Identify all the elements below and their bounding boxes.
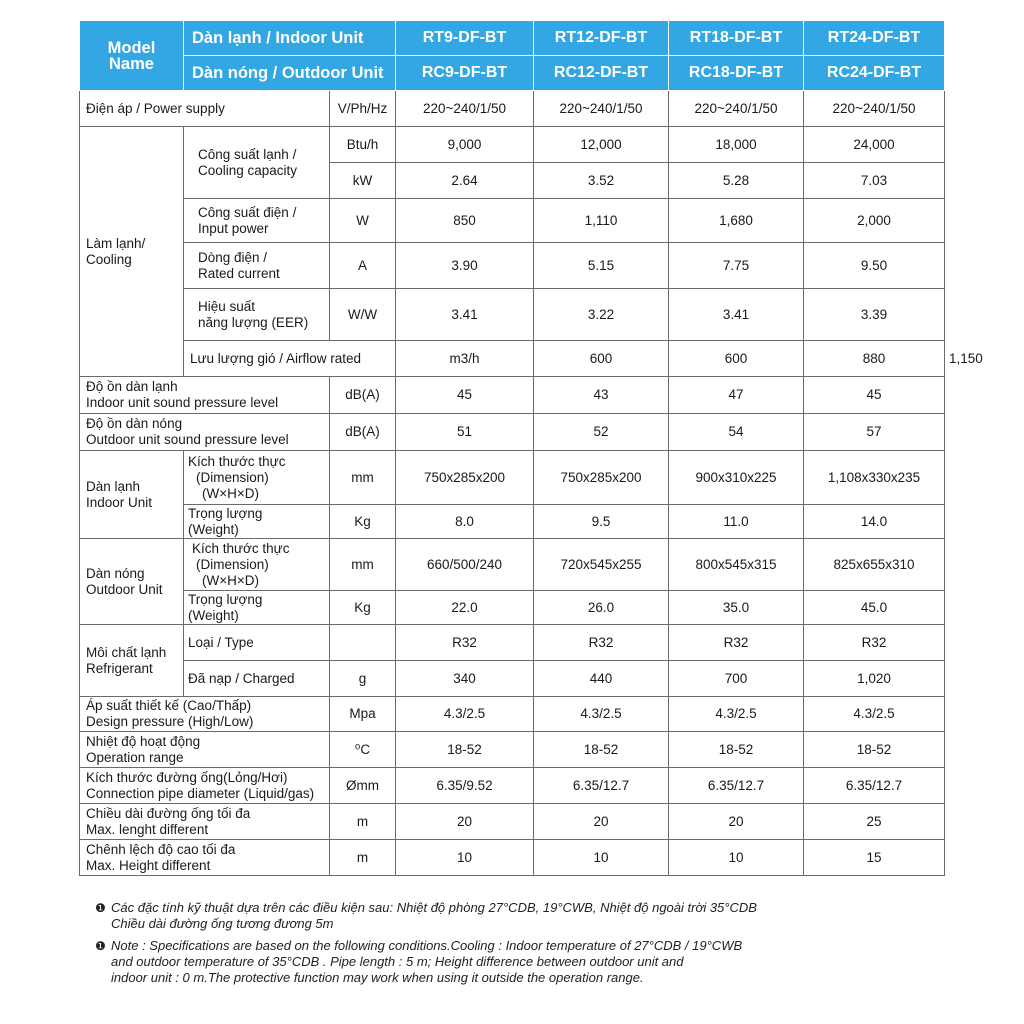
- value-cell: 18-52: [534, 732, 669, 768]
- value-cell: 4.3/2.5: [534, 697, 669, 732]
- table-row: [80, 243, 945, 289]
- table-row: [80, 414, 945, 451]
- value-cell: 700: [669, 661, 804, 697]
- row-label: Kích thước đường ống(Lỏng/Hơi) Connection pipe diameter (Liquid/gas): [80, 768, 330, 804]
- table-row: [80, 505, 945, 539]
- unit-cell: A: [330, 243, 396, 289]
- note-line: and outdoor temperature of 35°CDB . Pipe length : 5 m; Height difference between outdoor unit and: [111, 954, 684, 969]
- value-cell: 11.0: [669, 505, 804, 539]
- unit-cell: Kg: [330, 591, 396, 625]
- table-row: [80, 591, 945, 625]
- value-cell: 2,000: [804, 199, 945, 243]
- unit-cell: V/Ph/Hz: [330, 91, 396, 127]
- value-cell: 880: [804, 341, 945, 377]
- unit-cell: g: [330, 661, 396, 697]
- value-cell: 6.35/12.7: [669, 768, 804, 804]
- value-cell: 2.64: [396, 163, 534, 199]
- value-cell: 220~240/1/50: [804, 91, 945, 127]
- table-row: [80, 840, 945, 876]
- row-label: Nhiệt độ hoạt động Operation range: [80, 732, 330, 768]
- unit-cell: m3/h: [396, 341, 534, 377]
- value-cell: 6.35/12.7: [804, 768, 945, 804]
- unit-cell: Btu/h: [330, 127, 396, 163]
- table-row: [80, 91, 945, 127]
- value-cell: 10: [669, 840, 804, 876]
- value-cell: 3.52: [534, 163, 669, 199]
- value-cell: 35.0: [669, 591, 804, 625]
- value-cell: 25: [804, 804, 945, 840]
- value-cell: 10: [396, 840, 534, 876]
- unit-cell: mm: [330, 451, 396, 505]
- value-cell: 22.0: [396, 591, 534, 625]
- indoor-model: RT9-DF-BT: [396, 21, 534, 56]
- table-row: [80, 804, 945, 840]
- value-cell: 24,000: [804, 127, 945, 163]
- value-cell: R32: [804, 625, 945, 661]
- value-cell: 900x310x225: [669, 451, 804, 505]
- value-cell: 45.0: [804, 591, 945, 625]
- table-row: [80, 697, 945, 732]
- row-label: Công suất lạnh / Cooling capacity: [184, 127, 330, 199]
- row-label: Dòng điện / Rated current: [184, 243, 330, 289]
- value-cell: 825x655x310: [804, 539, 945, 591]
- header-row-indoor: [80, 21, 945, 56]
- outdoor-model: RC18-DF-BT: [669, 56, 804, 91]
- row-label: Loại / Type: [184, 625, 330, 661]
- value-cell: 6.35/12.7: [534, 768, 669, 804]
- outdoor-model: RC24-DF-BT: [804, 56, 945, 91]
- table-row: [80, 539, 945, 591]
- value-cell: 20: [534, 804, 669, 840]
- group-label: Dàn lạnh Indoor Unit: [80, 451, 184, 539]
- value-cell: 4.3/2.5: [804, 697, 945, 732]
- note-line: Note : Specifications are based on the following conditions.Cooling : Indoor temperature of 27°CDB / 19°CWB: [111, 938, 743, 953]
- note-vietnamese: [95, 900, 855, 932]
- value-cell: 600: [669, 341, 804, 377]
- row-label: Công suất điện / Input power: [184, 199, 330, 243]
- value-cell: 3.39: [804, 289, 945, 341]
- value-cell: 220~240/1/50: [396, 91, 534, 127]
- row-label: Độ ồn dàn lạnh Indoor unit sound pressure level: [80, 377, 330, 414]
- value-cell: 4.3/2.5: [396, 697, 534, 732]
- outdoor-model: RC9-DF-BT: [396, 56, 534, 91]
- unit-cell: dB(A): [330, 414, 396, 451]
- value-cell: 43: [534, 377, 669, 414]
- value-cell: 3.22: [534, 289, 669, 341]
- group-label: Dàn nóng Outdoor Unit: [80, 539, 184, 625]
- value-cell: 440: [534, 661, 669, 697]
- row-label: Đã nạp / Charged: [184, 661, 330, 697]
- value-cell: 8.0: [396, 505, 534, 539]
- table-row: [80, 289, 945, 341]
- value-cell: 52: [534, 414, 669, 451]
- value-cell: 4.3/2.5: [669, 697, 804, 732]
- row-label: Trọng lượng (Weight): [184, 591, 330, 625]
- value-cell: 5.28: [669, 163, 804, 199]
- value-cell: 18-52: [396, 732, 534, 768]
- note-line: Chiều dài đường ống tương đương 5m: [111, 916, 334, 931]
- value-cell: 850: [396, 199, 534, 243]
- indoor-model: RT24-DF-BT: [804, 21, 945, 56]
- unit-cell: m: [330, 840, 396, 876]
- value-cell: 47: [669, 377, 804, 414]
- value-cell: R32: [534, 625, 669, 661]
- row-label: Kích thước thực (Dimension) (W×H×D): [184, 451, 330, 505]
- indoor-unit-header: Dàn lạnh / Indoor Unit: [184, 21, 396, 56]
- value-cell: 12,000: [534, 127, 669, 163]
- row-label: Điện áp / Power supply: [80, 91, 330, 127]
- value-cell: 9.5: [534, 505, 669, 539]
- outdoor-model: RC12-DF-BT: [534, 56, 669, 91]
- value-cell: 720x545x255: [534, 539, 669, 591]
- unit-cell: W: [330, 199, 396, 243]
- value-cell: 18,000: [669, 127, 804, 163]
- value-cell: 750x285x200: [396, 451, 534, 505]
- value-cell: R32: [396, 625, 534, 661]
- value-cell: 3.41: [396, 289, 534, 341]
- value-cell: 10: [534, 840, 669, 876]
- note-line: indoor unit : 0 m.The protective function may work when using it outside the operation range.: [111, 970, 644, 985]
- value-cell: 800x545x315: [669, 539, 804, 591]
- unit-cell: [330, 625, 396, 661]
- table-row: [80, 625, 945, 661]
- table-row: [80, 127, 945, 163]
- unit-cell: kW: [330, 163, 396, 199]
- value-cell: 5.15: [534, 243, 669, 289]
- indoor-model: RT18-DF-BT: [669, 21, 804, 56]
- group-label: Làm lạnh/ Cooling: [80, 127, 184, 377]
- unit-cell: Mpa: [330, 697, 396, 732]
- header-row-outdoor: [80, 56, 945, 91]
- value-cell: 9,000: [396, 127, 534, 163]
- value-cell: 9.50: [804, 243, 945, 289]
- note-bullet-icon: ❶: [95, 939, 106, 953]
- value-cell: 3.90: [396, 243, 534, 289]
- value-cell: 18-52: [669, 732, 804, 768]
- row-label: Hiệu suất năng lượng (EER): [184, 289, 330, 341]
- unit-cell: ⁰C: [330, 732, 396, 768]
- value-cell: 14.0: [804, 505, 945, 539]
- unit-cell: dB(A): [330, 377, 396, 414]
- value-cell: 18-52: [804, 732, 945, 768]
- value-cell: 7.03: [804, 163, 945, 199]
- note-english: [95, 938, 855, 986]
- table-row: Lưu lượng gió / Airflow rated m3/h 600 600 880 1,150: [80, 341, 945, 377]
- value-cell: 600: [534, 341, 669, 377]
- value-cell: 20: [669, 804, 804, 840]
- outdoor-unit-header: Dàn nóng / Outdoor Unit: [184, 56, 396, 91]
- table-row: [80, 768, 945, 804]
- value-cell: 1,110: [534, 199, 669, 243]
- table-row: [80, 732, 945, 768]
- specification-table: [79, 20, 983, 876]
- table-row: [80, 377, 945, 414]
- indoor-model: RT12-DF-BT: [534, 21, 669, 56]
- value-cell: 26.0: [534, 591, 669, 625]
- value-cell: 45: [396, 377, 534, 414]
- value-cell: 6.35/9.52: [396, 768, 534, 804]
- value-cell: 15: [804, 840, 945, 876]
- value-cell: 51: [396, 414, 534, 451]
- unit-cell: mm: [330, 539, 396, 591]
- row-label: Lưu lượng gió / Airflow rated: [184, 341, 396, 377]
- table-row: [80, 661, 945, 697]
- table-row: [80, 451, 945, 505]
- value-cell: 3.41: [669, 289, 804, 341]
- value-cell: 1,020: [804, 661, 945, 697]
- value-cell: 7.75: [669, 243, 804, 289]
- row-label: Trọng lượng (Weight): [184, 505, 330, 539]
- unit-cell: W/W: [330, 289, 396, 341]
- note-bullet-icon: ❶: [95, 901, 106, 915]
- value-cell: 220~240/1/50: [669, 91, 804, 127]
- value-cell: 1,108x330x235: [804, 451, 945, 505]
- notes-section: [95, 900, 855, 992]
- value-cell: 20: [396, 804, 534, 840]
- unit-cell: Ømm: [330, 768, 396, 804]
- unit-cell: Kg: [330, 505, 396, 539]
- row-label: Độ ồn dàn nóng Outdoor unit sound pressure level: [80, 414, 330, 451]
- row-label: Chiều dài đường ống tối đa Max. lenght different: [80, 804, 330, 840]
- table-row: [80, 199, 945, 243]
- value-cell: 45: [804, 377, 945, 414]
- value-cell: 750x285x200: [534, 451, 669, 505]
- row-label: Kích thước thực (Dimension) (W×H×D): [184, 539, 330, 591]
- value-cell: 660/500/240: [396, 539, 534, 591]
- value-cell: 1,680: [669, 199, 804, 243]
- unit-cell: m: [330, 804, 396, 840]
- group-label: Môi chất lạnh Refrigerant: [80, 625, 184, 697]
- value-cell: 220~240/1/50: [534, 91, 669, 127]
- row-label: Áp suất thiết kế (Cao/Thấp) Design pressure (High/Low): [80, 697, 330, 732]
- row-label: Chênh lệch độ cao tối đa Max. Height different: [80, 840, 330, 876]
- value-cell: R32: [669, 625, 804, 661]
- value-cell: 57: [804, 414, 945, 451]
- value-cell: 340: [396, 661, 534, 697]
- note-line: Các đặc tính kỹ thuật dựa trên các điều kiện sau: Nhiệt độ phòng 27°CDB, 19°CWB, Nhiệt độ ngoài trời 35°CDB: [111, 900, 757, 915]
- value-cell: 54: [669, 414, 804, 451]
- model-name-header: Model Name: [80, 21, 184, 91]
